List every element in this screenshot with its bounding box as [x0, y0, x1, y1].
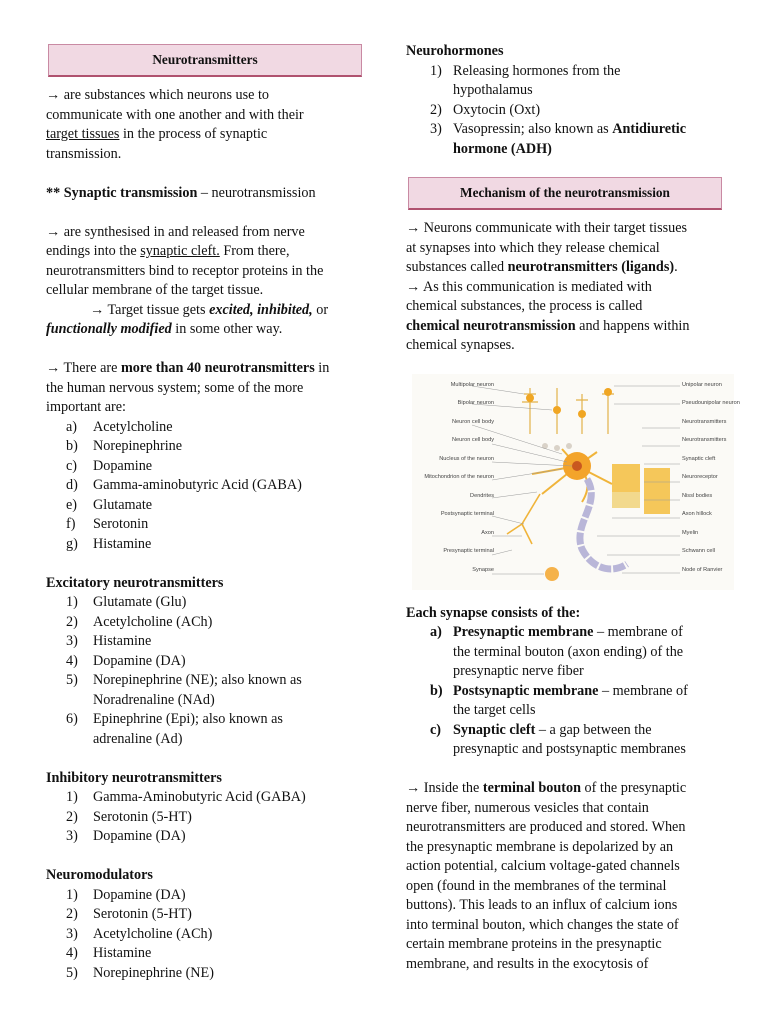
list-item: b) Norepinephrine: [66, 438, 183, 454]
list-item: a) Acetylcholine: [66, 418, 173, 435]
figure-label: Neurotransmitters: [682, 437, 727, 443]
inside-line-8: into terminal bouton, which changes the state of: [406, 916, 679, 933]
synaptic-cleft-underlined: synaptic cleft.: [140, 243, 220, 259]
mechanism-heading: Mechanism of the neurotransmission: [408, 177, 722, 210]
figure-label: Postsynaptic terminal: [440, 511, 494, 517]
mech-line-1: → Neurons communicate with their target tissues: [406, 220, 688, 236]
inside-line-9: certain membrane proteins in the presynaptic: [406, 936, 662, 952]
figure-label: Presynaptic terminal: [443, 548, 494, 554]
list-item: 2) Serotonin (5-HT): [66, 808, 192, 825]
mech-line-4: → As this communication is mediated with: [406, 278, 652, 295]
target-em2: functionally modified: [46, 321, 172, 337]
list-item: 3) Vasopressin; also known as Antidiuretic hormone (ADH): [430, 121, 687, 157]
inside-line-4: the presynaptic membrane is depolarized by an: [406, 838, 674, 855]
target-tissues-underlined: target tissues: [46, 126, 120, 142]
target-line-2: [46, 320, 366, 340]
list-item: c) Synaptic cleft – a gap between the presynaptic and postsynaptic membranes: [430, 721, 686, 757]
figure-label: Myelin: [682, 529, 699, 536]
figure-label: Neuroreceptor: [682, 474, 718, 480]
mech-line-5: chemical substances, the process is called: [406, 298, 643, 314]
list-item: 1) Dopamine (DA): [66, 886, 186, 903]
inside-line-7: buttons). This leads to an influx of calcium ions: [406, 897, 678, 913]
list-item: e) Glutamate: [66, 496, 153, 513]
list-item: 2) Acetylcholine (ACh): [66, 613, 213, 630]
intro-line-2: communicate with one another and with their: [46, 106, 304, 123]
stars: **: [46, 184, 64, 201]
list-item: b) Postsynaptic membrane – membrane of the target cells: [430, 682, 688, 718]
figure-label: Synapse: [472, 566, 494, 573]
target-rest: in some other way.: [171, 321, 283, 337]
list-item: 3) Acetylcholine (ACh): [66, 925, 213, 942]
list-item: 1) Releasing hormones from the hypothalamus: [430, 62, 621, 98]
figure-label: Axon: [481, 529, 494, 536]
figure-label: Dendrites: [470, 492, 494, 499]
neurohormones-title: Neurohormones: [406, 43, 504, 59]
inside-line-5: action potential, calcium voltage-gated channels: [406, 858, 680, 874]
figure-label: Neuron cell body: [452, 418, 494, 425]
inside-line-3: neurotransmitters are produced and stored. When: [406, 819, 686, 835]
neuromodulators-list: [46, 886, 366, 984]
list-item: 4) Dopamine (DA): [66, 652, 186, 669]
intro-line-3-rest: in the process of synaptic: [119, 126, 268, 142]
list-item: g) Histamine: [66, 535, 152, 552]
synth-line-2: [46, 242, 366, 262]
excitatory-list: [46, 593, 366, 749]
figure-label: Multipolar neuron: [450, 381, 494, 388]
mech-line-3: substances called neurotransmitters (ligands).: [406, 259, 678, 275]
list-item: a) Presynaptic membrane – membrane of the terminal bouton (axon ending) of the presynaptic nerve fiber: [430, 624, 684, 679]
list-item: 2) Oxytocin (Oxt): [430, 101, 541, 118]
figure-label: Node of Ranvier: [682, 566, 723, 573]
figure-label: Bipolar neuron: [457, 400, 494, 406]
inhibitory-list: [46, 788, 366, 847]
synth-line-1: → are synthesised in and released from nerve: [46, 223, 305, 240]
list-item: 1) Glutamate (Glu): [66, 594, 187, 610]
there-post: in: [314, 360, 330, 376]
there-line-3: important are:: [46, 399, 126, 415]
figure-label: Nucleus of the neuron: [439, 455, 494, 462]
neurotransmitters-heading: Neurotransmitters: [48, 44, 362, 77]
synaptic-transmission-line: [46, 184, 366, 204]
inhibitory-title: Inhibitory neurotransmitters: [46, 769, 222, 786]
figure-label: Synaptic cleft: [682, 455, 716, 462]
list-item: 5) Norepinephrine (NE): [66, 964, 214, 981]
target-or: or: [312, 301, 329, 318]
mech-line-7: chemical synapses.: [406, 337, 515, 353]
synaptic-transmission-bold: Synaptic transmission: [63, 184, 198, 201]
neuromodulators-title: Neuromodulators: [46, 867, 153, 883]
figure-label: Neuron cell body: [452, 437, 494, 443]
intro-line-3: [46, 125, 366, 145]
synth-line-4: cellular membrane of the target tissue.: [46, 282, 264, 298]
list-item: 6) Epinephrine (Epi); also known as adrenaline (Ad): [66, 711, 283, 747]
figure-label: Axon hillock: [682, 511, 712, 517]
list-item: c) Dopamine: [66, 457, 153, 474]
synapse-list: [406, 623, 736, 760]
synth-line-2-pre: endings into the: [46, 243, 141, 259]
left-column: [46, 44, 366, 983]
figure-label: Pseudounipolar neuron: [682, 400, 740, 406]
synaptic-rest: – neurotransmission: [197, 184, 316, 201]
list-item: f) Serotonin: [66, 516, 149, 532]
neuron-anatomy-figure: [412, 374, 740, 590]
figure-label: Mitochondrion of the neuron: [424, 474, 494, 480]
list-item: 4) Histamine: [66, 945, 152, 961]
figure-label: Schwann cell: [682, 548, 715, 554]
intro-line-1: → are substances which neurons use to: [46, 87, 270, 103]
inside-line-6: open (found in the membranes of the terminal: [406, 877, 667, 894]
target-line-1: [46, 301, 366, 321]
there-line-1: [46, 359, 366, 379]
list-item: 5) Norepinephrine (NE); also known as Noradrenaline (NAd): [66, 672, 302, 708]
inside-line-2: nerve fiber, numerous vesicles that contain: [406, 799, 649, 816]
mech-line-2: at synapses into which they release chemical: [406, 239, 660, 256]
target-em1: excited, inhibited,: [209, 301, 313, 318]
intro-line-4: transmission.: [46, 145, 122, 162]
list-item: 2) Serotonin (5-HT): [66, 906, 192, 922]
list-item: 1) Gamma-Aminobutyric Acid (GABA): [66, 789, 306, 805]
figure-label: Nissl bodies: [682, 492, 713, 499]
there-bold: more than 40 neurotransmitters: [120, 360, 315, 376]
list-item: 3) Dopamine (DA): [66, 828, 186, 844]
synth-line-3: neurotransmitters bind to receptor proteins in the: [46, 262, 324, 279]
list-item: d) Gamma-aminobutyric Acid (GABA): [66, 477, 302, 493]
figure-label: Neurotransmitters: [682, 418, 727, 425]
excitatory-title: Excitatory neurotransmitters: [46, 574, 224, 591]
inside-line-10: membrane, and results in the exocytosis of: [406, 955, 649, 972]
figure-label: Unipolar neuron: [682, 381, 722, 388]
inside-line-1: → Inside the terminal bouton of the presynaptic: [406, 780, 687, 796]
mech-line-6: chemical neurotransmission and happens within: [406, 317, 690, 334]
important-list: [46, 418, 366, 555]
there-pre: → There are: [46, 360, 121, 376]
synth-line-2-post: From there,: [219, 243, 290, 259]
synapse-title: Each synapse consists of the:: [406, 604, 581, 621]
target-arrow: → Target tissue gets: [90, 301, 210, 318]
list-item: 3) Histamine: [66, 633, 152, 649]
right-column: [406, 42, 740, 974]
neurohormones-list: [406, 62, 736, 160]
there-line-2: the human nervous system; some of the more: [46, 379, 304, 396]
